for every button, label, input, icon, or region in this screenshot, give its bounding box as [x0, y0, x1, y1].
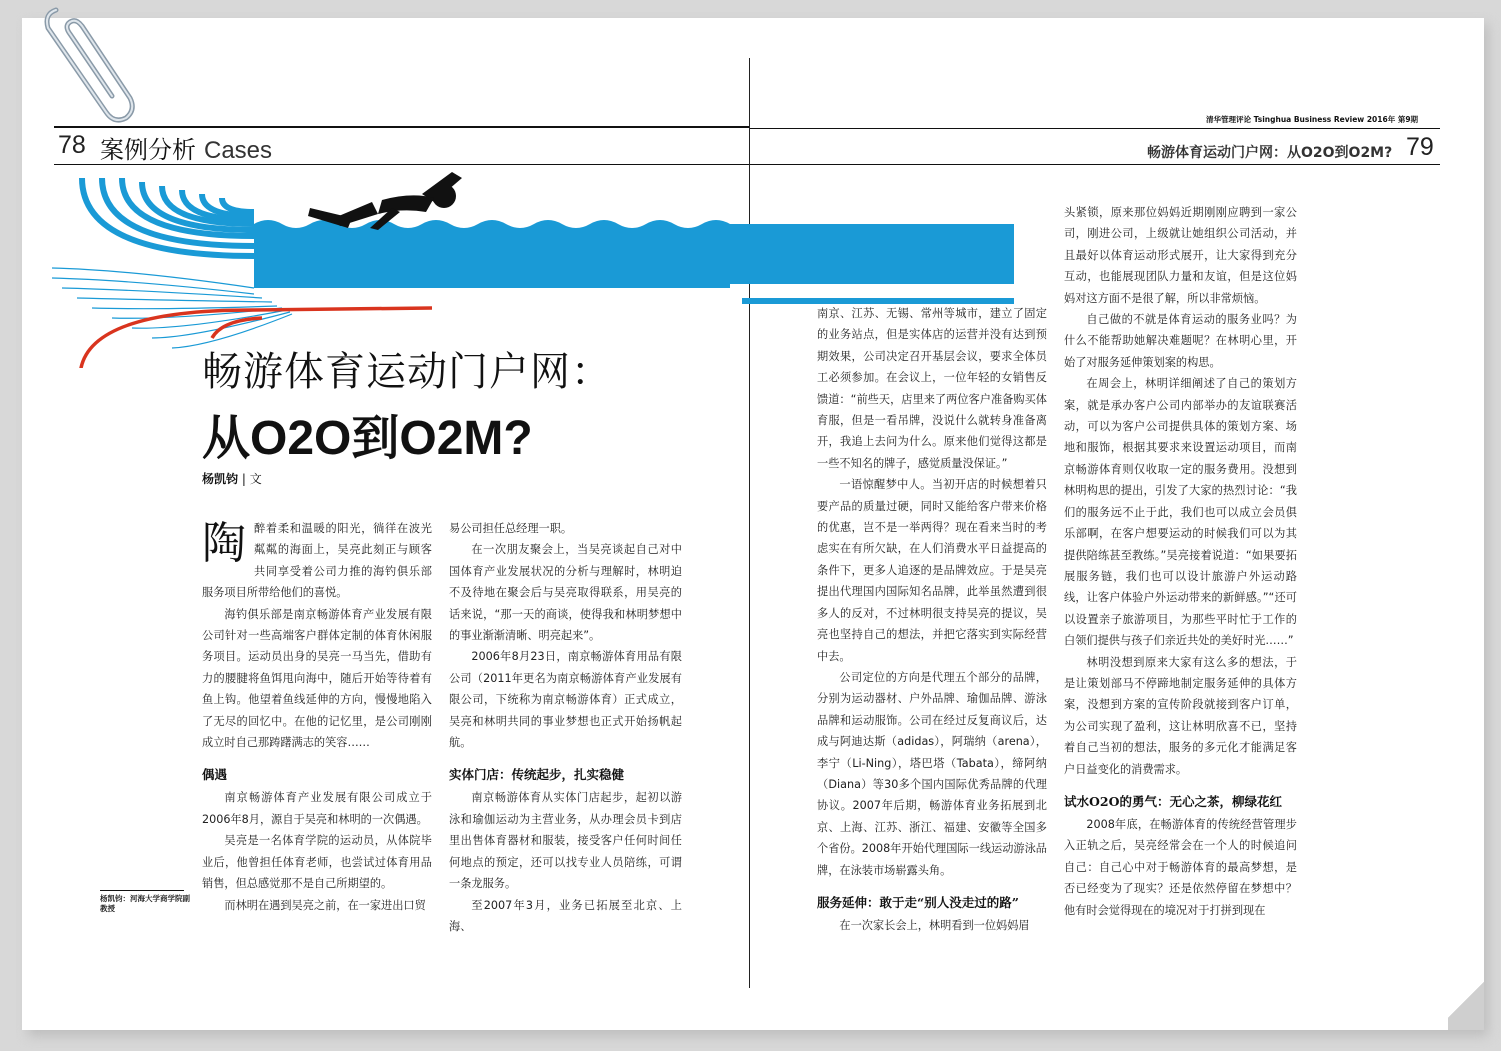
header-rule-left: [54, 126, 750, 128]
column-2: [449, 518, 682, 937]
author-note: 杨凯钧：河海大学商学院副教授: [100, 894, 190, 913]
page-curl: [1448, 970, 1484, 1030]
title-line-2: 从O2O到O2M?: [202, 412, 533, 465]
paragraph: 在周会上，林明详细阐述了自己的策划方案，就是承办客户公司内部举办的友谊联赛活动，可以为客户公司提供具体的策划方案、场地和服饰，根据其要求来设置运动项目，而南京畅游体育则仅收取一定的服务费用。没想到林明构思的提出，引发了大家的热烈讨论：“我们的服务远不止于此，我们也可以成立会员俱乐部啊，在客户想要运动的时候我们可以为其提供陪练甚至教练。”吴亮接着说道：“如果要拓展服务链，我们也可以设计旅游户外运动路线，让客户体验户外运动带来的新鲜感。”“还可以设置亲子旅游项目，为那些平时忙于工作的白领们提供与孩子们亲近共处的美好时光……”: [1064, 377, 1297, 648]
article-title: [202, 340, 612, 468]
title-line-1: 畅游体育运动门户网：: [202, 349, 612, 395]
subheading: 实体门店：传统起步，扎实稳健: [449, 767, 625, 783]
paragraph: 自己做的不就是体育运动的服务业吗？为什么不能帮助她解决难题呢？在林明心里，开始了对服务延伸策划案的构思。: [1064, 313, 1297, 369]
column-3: [817, 303, 1047, 936]
header-rule-right: [750, 128, 1440, 129]
paragraph: 醉着柔和温暖的阳光，徜徉在波光粼粼的海面上，吴亮此刻正与顾客共同享受着公司力推的海钓俱乐部服务项目所带给他们的喜悦。: [202, 522, 432, 600]
paragraph: 2008年底，在畅游体育的传统经营管理步入正轨之后，吴亮经常会在一个人的时候追问自己：自己心中对于畅游体育的最高梦想，是否已经变为了现实？还是依然停留在梦想中？他有时会觉得现在的境况对于打拼到现在: [1064, 817, 1297, 917]
magazine-spread: [22, 18, 1484, 1030]
subheading: 服务延伸：敢于走“别人没走过的路”: [817, 894, 1019, 910]
water-band-right: [728, 224, 1014, 284]
author-note-rule: [100, 890, 184, 891]
paragraph: 在一次家长会上，林明看到一位妈妈眉: [839, 918, 1030, 932]
paragraph: 2006年8月23日，南京畅游体育用品有限公司（2011年更名为南京畅游体育产业发展有限公司，下统称为南京畅游体育）正式成立，吴亮和林明共同的事业梦想也正式开始扬帆起航。: [449, 650, 682, 750]
paragraph: 南京畅游体育产业发展有限公司成立于2006年8月，源自于吴亮和林明的一次偶遇。: [202, 791, 432, 826]
paragraph: 头紧锁，原来那位妈妈近期刚刚应聘到一家公司，刚进公司，上级就让她组织公司活动，并且最好以体育运动形式展开，让大家得到充分互动，也能展现团队力量和友谊，但是这位妈妈对这方面不是很了解，所以非常烦恼。: [1064, 206, 1297, 305]
paragraph: 易公司担任总经理一职。: [449, 522, 573, 535]
page-number-left: 78: [58, 131, 86, 159]
section-cn: 案例分析: [100, 136, 196, 164]
column-4: [1064, 202, 1297, 921]
paragraph: 在一次朋友聚会上，当吴亮谈起自己对中国体育产业发展状况的分析与理解时，林明迫不及待地在聚会后与吴亮取得联系，用吴亮的话来说，“那一天的商谈，使得我和林明梦想中的事业渐渐清晰、明亮起来”。: [449, 543, 682, 643]
section-en: Cases: [204, 137, 273, 164]
blue-ripples: [82, 178, 254, 256]
journal-line: 清华管理评论 Tsinghua Business Review 2016年 第9期: [1206, 115, 1419, 124]
drop-cap: 陶: [202, 518, 246, 569]
subheading: 试水O2O的勇气：无心之茶，柳绿花红: [1064, 793, 1282, 809]
paragraph: 海钓俱乐部是南京畅游体育产业发展有限公司针对一些高端客户群体定制的体育休闲服务项目。运动员出身的吴亮一马当先，借助有力的腰腱将鱼饵甩向海中，随后开始等待着有鱼上钩。他望着鱼线延伸的方向，慢慢地陷入了无尽的回忆中。在他的记忆里，是公司刚刚成立时自己那踌躇满志的笑容……: [202, 607, 432, 750]
column-1: [202, 518, 432, 916]
paperclip-icon: [36, 0, 136, 130]
paragraph: 吴亮是一名体育学院的运动员，从体院毕业后，他曾担任体育老师，也尝试过体育用品销售，但总感觉那不是自己所期望的。: [202, 834, 432, 891]
paragraph: 公司定位的方向是代理五个部分的品牌，分别为运动器材、户外品牌、瑜伽品牌、游泳品牌和运动服饰。公司在经过反复商议后，达成与阿迪达斯（adidas），阿瑞纳（arena），李宁（Li-Ning），塔巴塔（Tabata），缔阿纳（Diana）等30多个国内国际优秀品牌的代理协议。2007年后期，畅游体育业务拓展到北京、上海、江苏、浙江、福建、安徽等全国多个省份。2008年开始代理国际一线运动游泳品牌，在泳装市场崭露头角。: [817, 670, 1047, 877]
paragraph: 南京畅游体育从实体门店起步，起初以游泳和瑜伽运动为主营业务，从办理会员卡到店里出售体育器材和服装，接受客户任何时间任何地点的预定，还可以找专业人员陪练，可谓一条龙服务。: [449, 791, 682, 891]
page-number-right: 79: [1406, 133, 1434, 161]
author-name: 杨凯钧: [202, 472, 239, 486]
byline-suffix: | 文: [241, 472, 262, 486]
byline: [202, 470, 262, 487]
paragraph: 南京、江苏、无锡、常州等城市，建立了固定的业务站点，但是实体店的运营并没有达到预期效果，公司决定召开基层会议，要求全体员工必须参加。在会议上，一位年轻的女销售反馈道：“前些天，店里来了两位客户准备购买体育服，但是一看吊牌，没说什么就转身准备离开，我追上去问为什么。原来他们觉得这都是一些不知名的牌子，感觉质量没保证。”: [817, 307, 1047, 470]
subheading: 偶遇: [202, 767, 228, 783]
paragraph: 林明没想到原来大家有这么多的想法，于是让策划部马不停蹄地制定服务延伸的具体方案，没想到方案的宣传阶段就接到客户订单，为公司实现了盈利，这让林明欣喜不已，坚持着自己当初的想法，服务的多元化才能满足客户日益变化的消费需求。: [1064, 655, 1297, 776]
water-band-left: [254, 220, 730, 288]
paragraph: 至2007年3月，业务已拓展至北京、上海、: [449, 898, 682, 933]
paragraph: 一语惊醒梦中人。当初开店的时候想着只要产品的质量过硬，同时又能给客户带来价格的优惠，岂不是一举两得？现在看来当时的考虑实在有所欠缺，在人们消费水平日益提高的条件下，更多人追逐的是品牌效应。于是吴亮提出代理国内国际知名品牌，此举虽然遭到很多人的反对，不过林明很支持吴亮的提议，吴亮也坚持自己的想法，并把它落实到实际经营中去。: [817, 478, 1047, 663]
paragraph: 而林明在遇到吴亮之前，在一家进出口贸: [224, 898, 426, 912]
running-title: 畅游体育运动门户网：从O2O到O2M?: [1147, 145, 1393, 161]
